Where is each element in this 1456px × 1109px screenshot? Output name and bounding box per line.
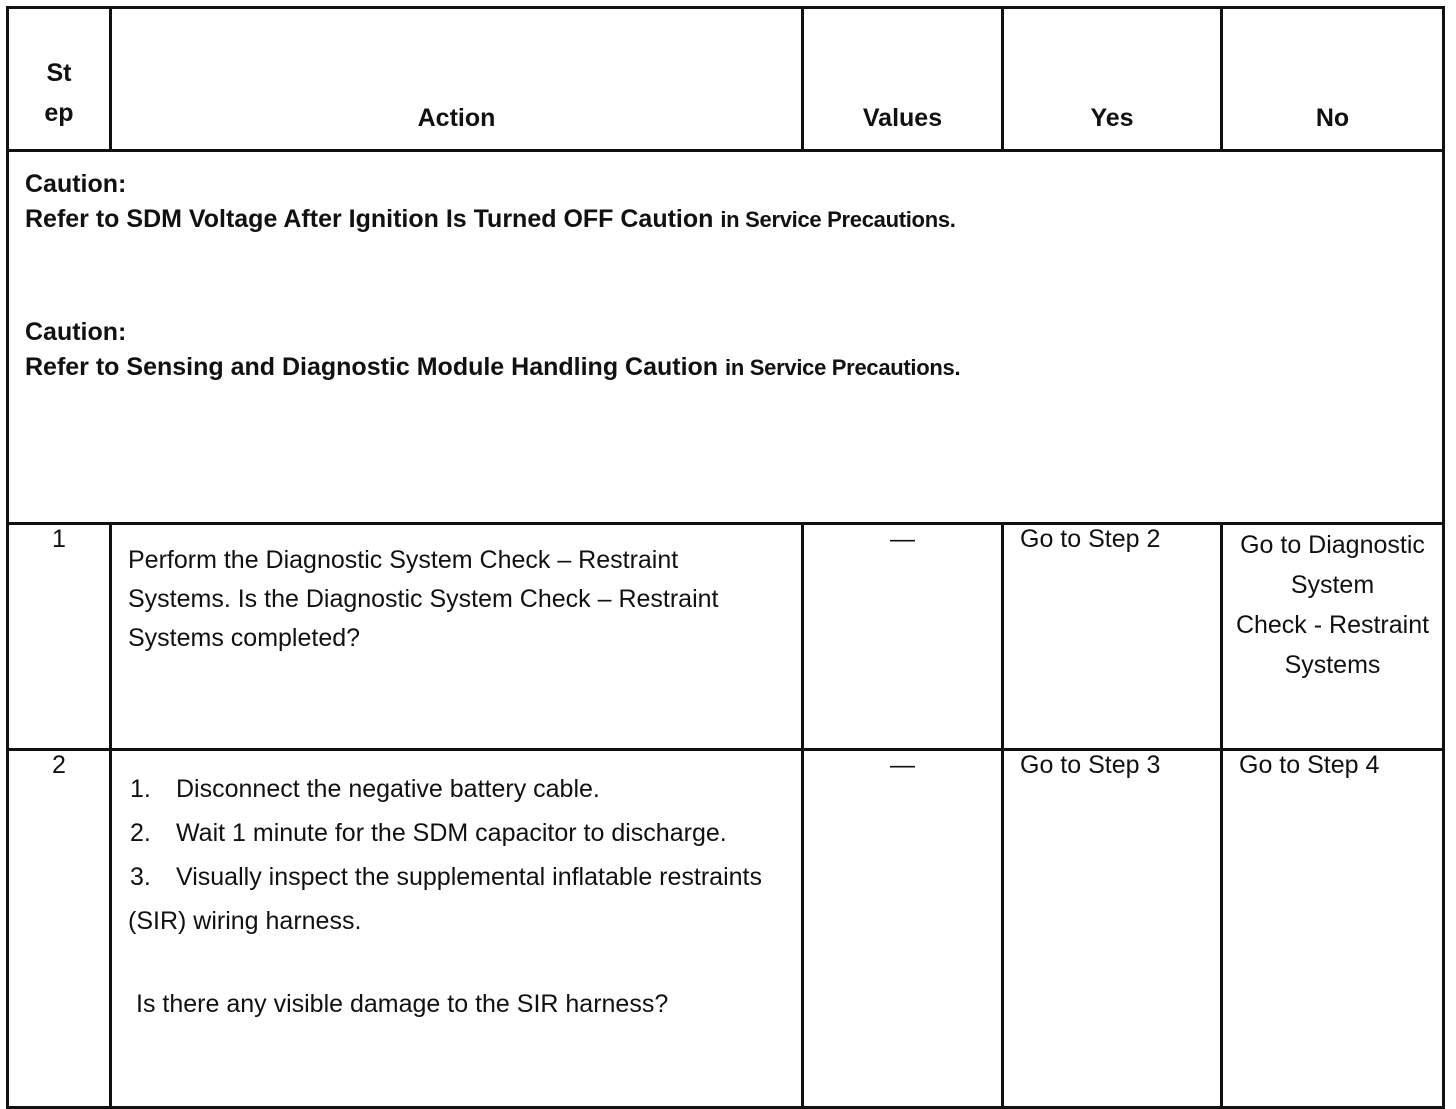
- step-no-link[interactable]: Go to Step 4: [1222, 750, 1444, 1108]
- step-yes-link[interactable]: Go to Step 2: [1003, 524, 1222, 750]
- header-no: No: [1222, 8, 1444, 151]
- header-step-line2: ep: [44, 99, 74, 127]
- header-row: [8, 8, 1444, 151]
- list-item: 3. Visually inspect the supplemental inflatable restraints (SIR) wiring harness.: [128, 863, 762, 935]
- step-action: [111, 750, 803, 1108]
- step-number: 1: [8, 524, 111, 750]
- caution-2: [25, 318, 1442, 382]
- step-action: Perform the Diagnostic System Check – Restraint Systems. Is the Diagnostic System Check – Restraint Systems completed?: [111, 524, 803, 750]
- step-yes-link[interactable]: Go to Step 3: [1003, 750, 1222, 1108]
- header-yes: Yes: [1003, 8, 1222, 151]
- caution-title: Caution:: [25, 170, 127, 198]
- table-row-step-1: [8, 524, 1444, 750]
- list-item: 2. Wait 1 minute for the SDM capacitor to discharge.: [130, 819, 727, 847]
- step-value: —: [803, 750, 1003, 1108]
- step-no-link[interactable]: Go to Diagnostic System Check - Restraint Systems: [1222, 524, 1444, 750]
- caution-title: Caution:: [25, 318, 127, 346]
- diagnostic-table: [6, 6, 1445, 1109]
- caution-suffix: in Service Precautions.: [720, 207, 956, 232]
- caution-text: Refer to Sensing and Diagnostic Module Handling Caution: [25, 353, 719, 381]
- caution-text: Refer to SDM Voltage After Ignition Is Turned OFF Caution: [25, 205, 714, 233]
- action-list: [128, 767, 787, 943]
- step-question: Is there any visible damage to the SIR harness?: [136, 990, 669, 1018]
- header-action: Action: [111, 8, 803, 151]
- header-step-line1: St: [46, 59, 72, 87]
- step-value: —: [803, 524, 1003, 750]
- caution-row: [8, 151, 1444, 524]
- list-item: 1. Disconnect the negative battery cable.: [130, 775, 600, 803]
- header-values: Values: [803, 8, 1003, 151]
- table-row-step-2: [8, 750, 1444, 1108]
- caution-suffix: in Service Precautions.: [725, 355, 961, 380]
- caution-1: [25, 170, 1442, 234]
- step-number: 2: [8, 750, 111, 1108]
- caution-block: [8, 151, 1444, 524]
- header-step: [8, 8, 111, 151]
